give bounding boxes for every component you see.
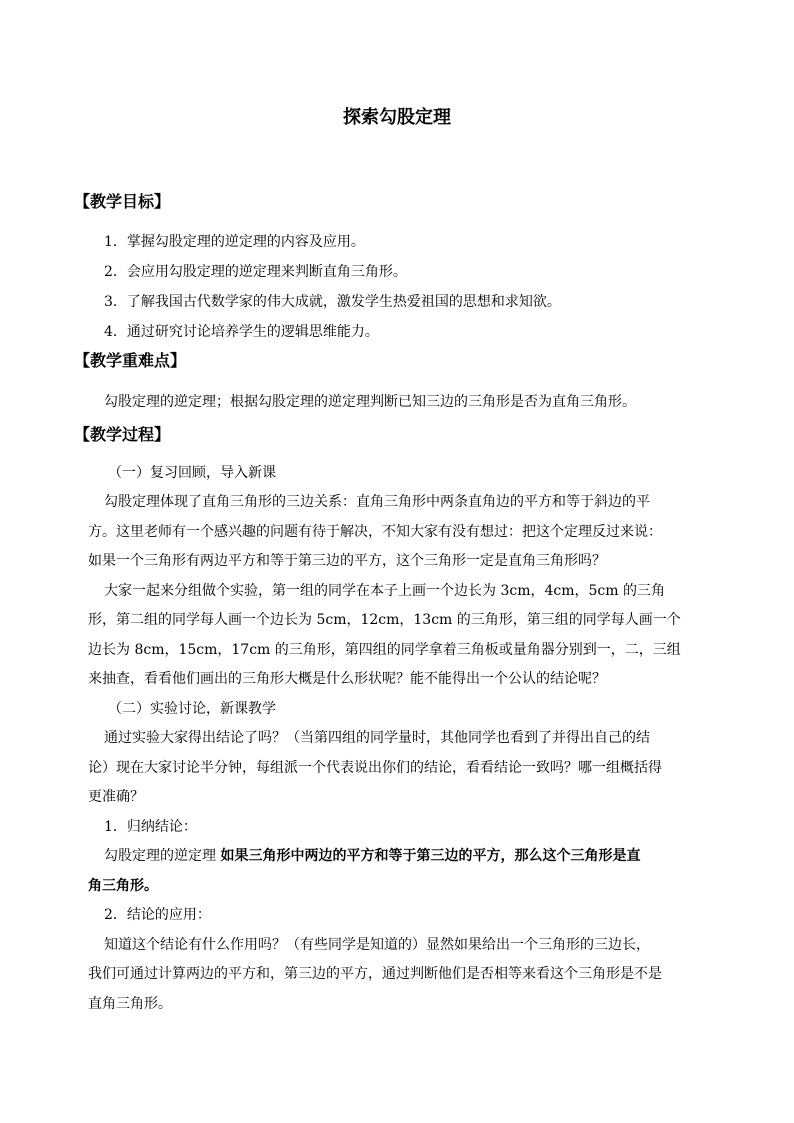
item-title-application: 2．结论的应用： — [104, 907, 211, 923]
paragraph-line: 形，第二组的同学每人画一个边长为 5cm，12cm，13cm 的三角形，第三组的同学每人画一个 — [88, 612, 681, 628]
paragraph-line: 知道这个结论有什么作用吗？（有些同学是知道的）显然如果给出一个三角形的三边长， — [104, 937, 650, 953]
objectives-heading: 【教学目标】 — [74, 192, 171, 211]
objective-item: 1．掌握勾股定理的逆定理的内容及应用。 — [104, 234, 365, 250]
paragraph-line: 更准确？ — [88, 789, 144, 805]
section-title-experiment: （二）实验讨论，新课教学 — [108, 701, 276, 717]
paragraph-line: 边长为 8cm，15cm，17cm 的三角形，第四组的同学拿着三角板或量角器分别到一，二，三组 — [88, 642, 681, 658]
process-heading: 【教学过程】 — [74, 425, 171, 444]
key-points-heading: 【教学重难点】 — [74, 351, 187, 370]
section-title-review: （一）复习回顾，导入新课 — [108, 465, 276, 481]
theorem-line — [104, 846, 744, 866]
objective-item: 2．会应用勾股定理的逆定理来判断直角三角形。 — [104, 264, 407, 280]
item-title-conclusion: 1．归纳结论： — [104, 819, 197, 835]
paragraph-line: 直角三角形。 — [88, 996, 172, 1012]
paragraph-line: 论）现在大家讨论半分钟，每组派一个代表说出你们的结论，看看结论一致吗？哪一组概括得 — [88, 760, 662, 776]
paragraph-line: 通过实验大家得出结论了吗？（当第四组的同学量时，其他同学也看到了并得出自己的结 — [104, 730, 650, 746]
paragraph-line: 方。这里老师有一个感兴趣的问题有待于解决，不知大家有没有想过：把这个定理反过来说： — [88, 524, 662, 540]
paragraph-line: 勾股定理体现了直角三角形的三边关系：直角三角形中两条直角边的平方和等于斜边的平 — [104, 494, 650, 510]
document-title: 探索勾股定理 — [343, 107, 451, 128]
theorem-statement: 如果三角形中两边的平方和等于第三边的平方，那么这个三角形是直 — [220, 848, 641, 864]
theorem-prefix: 勾股定理的逆定理 — [104, 848, 216, 864]
paragraph-line: 来抽查，看看他们画出的三角形大概是什么形状呢？能不能得出一个公认的结论呢？ — [88, 671, 606, 687]
key-points-text: 勾股定理的逆定理；根据勾股定理的逆定理判断已知三边的三角形是否为直角三角形。 — [104, 394, 636, 410]
objective-item: 4．通过研究讨论培养学生的逻辑思维能力。 — [104, 324, 379, 340]
objective-item: 3．了解我国古代数学家的伟大成就，激发学生热爱祖国的思想和求知欲。 — [104, 294, 561, 310]
paragraph-line: 如果一个三角形有两边平方和等于第三边的平方，这个三角形一定是直角三角形吗？ — [88, 553, 606, 569]
paragraph-line: 大家一起来分组做个实验，第一组的同学在本子上画一个边长为 3cm，4cm，5cm 的三角 — [104, 583, 665, 599]
theorem-statement-continued: 角三角形。 — [88, 878, 158, 894]
paragraph-line: 我们可通过计算两边的平方和，第三边的平方，通过判断他们是否相等来看这个三角形是不是 — [88, 966, 662, 982]
